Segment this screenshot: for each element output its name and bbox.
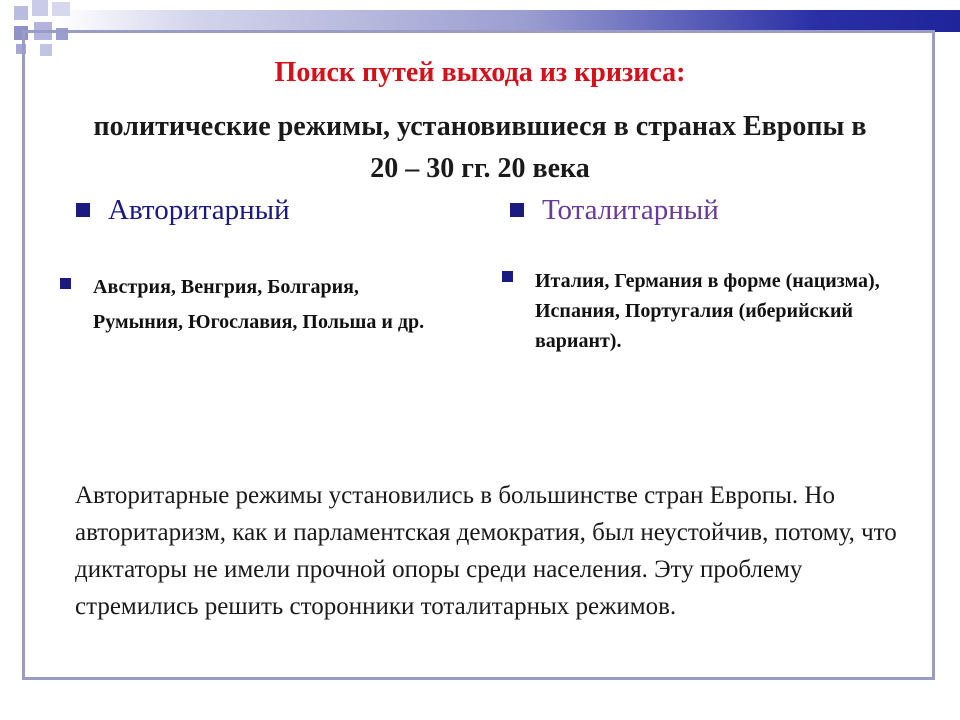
bullet-icon xyxy=(60,278,71,289)
decor-square xyxy=(14,6,28,20)
bullet-icon xyxy=(76,203,90,217)
authoritarian-countries: Австрия, Венгрия, Болгария, Румыния, Югославия, Польша и др. xyxy=(93,276,425,333)
decor-square xyxy=(52,2,70,16)
slide-title: Поиск путей выхода из кризиса: xyxy=(274,57,686,88)
decor-square xyxy=(32,0,48,16)
summary-paragraph: Авторитарные режимы установились в большинстве стран Европы. Но авторитаризм, как и парламентская демократия, был неустойчив, потому, что диктаторы не имели прочной опоры среди населения. Эту проблему стремились решить сторонники тоталитарных режимов. xyxy=(75,482,897,620)
heading-authoritarian: Авторитарный xyxy=(108,194,290,226)
bullet-icon xyxy=(502,271,513,282)
slide-subtitle: политические режимы, установившиеся в странах Европы в 20 – 30 гг. 20 века xyxy=(93,111,867,184)
bullet-icon xyxy=(510,203,524,217)
heading-totalitarian: Тоталитарный xyxy=(542,194,719,226)
header-gradient-bar xyxy=(0,10,960,32)
totalitarian-countries: Италия, Германия в форме (нацизма), Испания, Португалия (иберийский вариант). xyxy=(535,270,880,352)
